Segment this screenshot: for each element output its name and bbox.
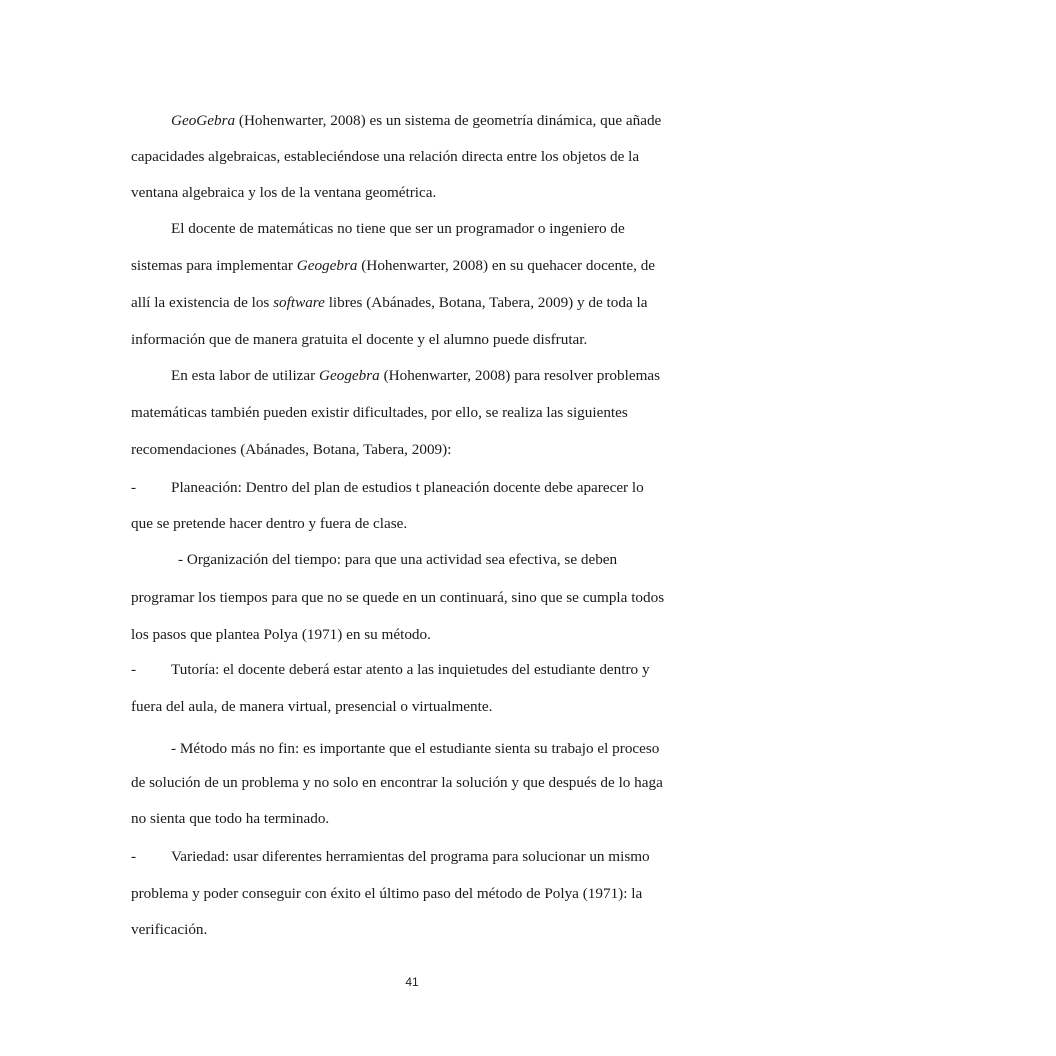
paragraph-3-line-3: recomendaciones (Abánades, Botana, Tabera, 2009): <box>131 441 452 458</box>
paragraph-1-line-1: GeoGebra (Hohenwarter, 2008) es un sistema de geometría dinámica, que añade <box>171 112 662 129</box>
list-dash: - <box>131 479 137 496</box>
italic-term: Geogebra <box>296 257 358 274</box>
item-1-line-1: Planeación: Dentro del plan de estudios t planeación docente debe aparecer lo <box>171 479 644 496</box>
paragraph-2-line-3: allí la existencia de los software libres (Abánades, Botana, Tabera, 2009) y de toda la <box>131 294 648 311</box>
item-4-line-2: de solución de un problema y no solo en encontrar la solución y que después de lo haga <box>131 774 663 791</box>
list-dash: - <box>131 848 137 865</box>
paragraph-3-line-1: En esta labor de utilizar Geogebra (Hohenwarter, 2008) para resolver problemas <box>171 367 661 384</box>
item-2-line-1: - Organización del tiempo: para que una actividad sea efectiva, se deben <box>178 551 618 568</box>
item-5-line-1: Variedad: usar diferentes herramientas del programa para solucionar un mismo <box>171 848 650 865</box>
item-4-line-1: - Método más no fin: es importante que el estudiante sienta su trabajo el proceso <box>171 740 660 757</box>
item-2-line-2: programar los tiempos para que no se quede en un continuará, sino que se cumpla todos <box>131 589 665 606</box>
item-5-line-2: problema y poder conseguir con éxito el último paso del método de Polya (1971): la <box>131 885 643 902</box>
item-5-line-3: verificación. <box>131 921 208 938</box>
paragraph-3-line-2: matemáticas también pueden existir dificultades, por ello, se realiza las siguientes <box>131 404 628 421</box>
item-3-line-1: Tutoría: el docente deberá estar atento a las inquietudes del estudiante dentro y <box>171 661 650 678</box>
item-2-line-3: los pasos que plantea Polya (1971) en su método. <box>131 626 431 643</box>
item-4-line-3: no sienta que todo ha terminado. <box>131 810 330 827</box>
item-3-line-2: fuera del aula, de manera virtual, presencial o virtualmente. <box>131 698 493 715</box>
italic-term: GeoGebra <box>171 112 236 129</box>
italic-term: software <box>273 294 325 311</box>
paragraph-2-line-4: información que de manera gratuita el docente y el alumno puede disfrutar. <box>131 331 588 348</box>
paragraph-2-line-2: sistemas para implementar Geogebra (Hohenwarter, 2008) en su quehacer docente, de <box>131 257 656 274</box>
item-1-line-2: que se pretende hacer dentro y fuera de clase. <box>131 515 408 532</box>
paragraph-1-line-3: ventana algebraica y los de la ventana geométrica. <box>131 184 437 201</box>
paragraph-1-line-2: capacidades algebraicas, estableciéndose una relación directa entre los objetos de la <box>131 148 640 165</box>
italic-term: Geogebra <box>319 367 380 384</box>
page-number: 41 <box>405 975 419 989</box>
paragraph-2-line-1: El docente de matemáticas no tiene que ser un programador o ingeniero de <box>171 220 625 237</box>
list-dash: - <box>131 661 137 678</box>
